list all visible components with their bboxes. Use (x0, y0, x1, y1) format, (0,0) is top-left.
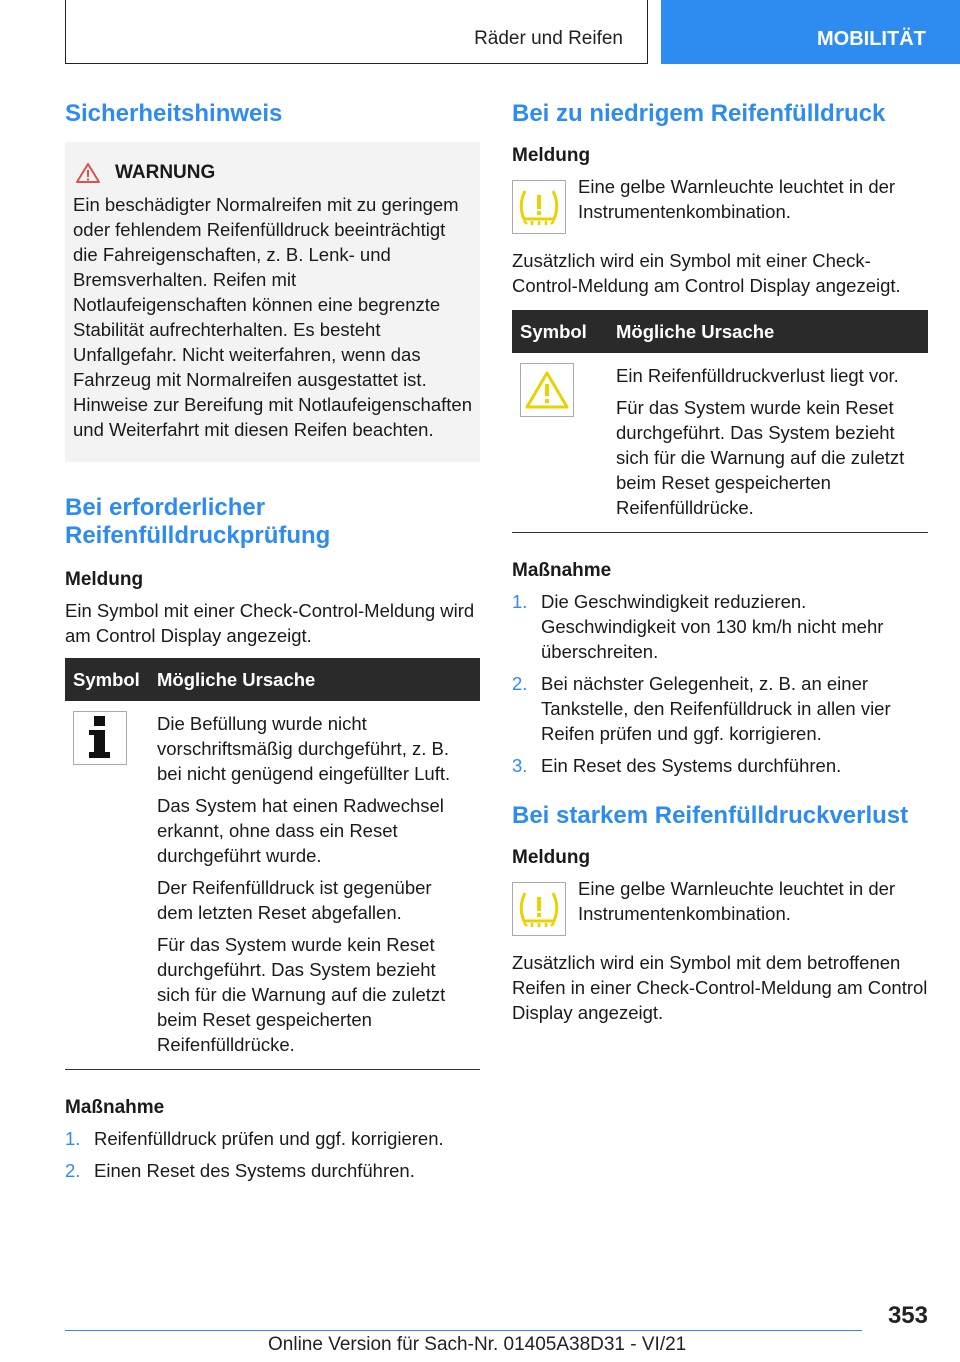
section-check-title: Bei erforderlicher Reifenfülldruckprüfung (65, 494, 331, 549)
extra-text: Zusätzlich wird ein Symbol mit dem betroffenen Reifen in einer Check-Control-Meldung am Control Display angezeigt. (512, 952, 928, 1023)
footer-text: Online Version für Sach-Nr. 01405A38D31 - VI/21 (268, 1334, 687, 1355)
footer-divider (65, 1330, 862, 1331)
lamp-text: Eine gelbe Warnleuchte leuchtet in der Instrumentenkombination. (578, 176, 896, 222)
warning-box (65, 142, 480, 462)
tire-pressure-warning-icon (512, 882, 566, 936)
low-pressure-title: Bei zu niedrigem Reifenfülldruck (512, 100, 886, 127)
warning-label: WARNUNG (115, 162, 216, 183)
meldung-label: Meldung (512, 847, 591, 868)
page-number: 353 (887, 1302, 928, 1329)
warning-text: Ein beschädigter Normalreifen mit zu geringem oder fehlendem Reifenfülldruck beeinträchtigt die Fahreigenschaften, z. B. Lenk- und Bremsverhalten. Reifen mit Notlaufeigenschaften können eine begrenzte Stabilität aufrechterhalten. Es besteht Unfallgefahr. Nicht weiterfahren, wenn das Fahrzeug mit Normalreifen ausgestattet ist. Hinweise zur Bereifung mit Notlaufeigenschaften und Weiterfahrt mit diesen Reifen beachten. (73, 194, 472, 440)
cause-text: Das System hat einen Radwechsel erkannt, ohne dass ein Reset durchgeführt wurde. (157, 795, 444, 866)
table-header-symbol: Symbol (65, 658, 149, 701)
list-item: 2. Einen Reset des Systems durchführen. (65, 1160, 415, 1181)
cause-text: Die Befüllung wurde nicht vorschriftsmäßig durchgeführt, z. B. bei nicht genügend eingefüllter Luft. (157, 713, 451, 784)
left-column (65, 100, 480, 1190)
table-header-symbol: Symbol (512, 310, 608, 353)
safety-title: Sicherheitshinweis (65, 100, 283, 127)
list-item: 3. Ein Reset des Systems durchführen. (512, 755, 842, 776)
tire-pressure-warning-icon (512, 180, 566, 234)
cause-text: Der Reifenfülldruck ist gegenüber dem letzten Reset abgefallen. (157, 877, 432, 923)
list-item: 2. Bei nächster Gelegenheit, z. B. an einer Tankstelle, den Reifenfülldruck in allen vier Reifen prüfen und ggf. korrigieren. (512, 673, 891, 744)
table-header-cause: Mögliche Ursache (149, 658, 480, 701)
warning-header (73, 162, 472, 184)
cause-text: Für das System wurde kein Reset durchgeführt. Das System bezieht sich für die Warnung auf die zuletzt beim Reset gespeicherten Reifenfülldrücke. (157, 934, 446, 1055)
extra-text: Zusätzlich wird ein Symbol mit einer Check-Control-Meldung am Control Display angezeigt. (512, 250, 901, 296)
warning-triangle-icon (75, 162, 101, 184)
header-box (65, 0, 648, 64)
cause-table-left (65, 658, 480, 1070)
yellow-warning-triangle-icon (520, 363, 574, 417)
cause-table-right (512, 310, 928, 533)
list-item: 1. Die Geschwindigkeit reduzieren. Geschwindigkeit von 130 km/h nicht mehr überschreiten. (512, 591, 884, 662)
massnahme-label: Maßnahme (65, 1097, 165, 1118)
steps-list-right (512, 589, 928, 778)
massnahme-label: Maßnahme (512, 560, 612, 581)
info-icon (73, 711, 127, 765)
list-item: 1. Reifenfülldruck prüfen und ggf. korrigieren. (65, 1128, 444, 1149)
meldung-text: Ein Symbol mit einer Check-Control-Meldung wird am Control Display angezeigt. (65, 600, 475, 646)
header-section-title: Räder und Reifen (474, 28, 623, 49)
table-header-cause: Mögliche Ursache (608, 310, 928, 353)
lamp-text: Eine gelbe Warnleuchte leuchtet in der Instrumentenkombination. (578, 878, 896, 924)
cause-text: Ein Reifenfülldruckverlust liegt vor. (616, 365, 899, 386)
cause-text: Für das System wurde kein Reset durchgeführt. Das System bezieht sich für die Warnung auf die zuletzt beim Reset gespeicherten Reifenfülldrücke. (616, 397, 905, 518)
steps-list-left (65, 1126, 480, 1183)
table-row (512, 353, 928, 533)
strong-loss-title: Bei starkem Reifenfülldruckverlust (512, 802, 909, 829)
meldung-label: Meldung (65, 569, 144, 590)
header-chapter-tab: MOBILITÄT (661, 0, 960, 64)
right-column (512, 100, 928, 1025)
table-row (65, 701, 480, 1070)
meldung-label: Meldung (512, 145, 591, 166)
